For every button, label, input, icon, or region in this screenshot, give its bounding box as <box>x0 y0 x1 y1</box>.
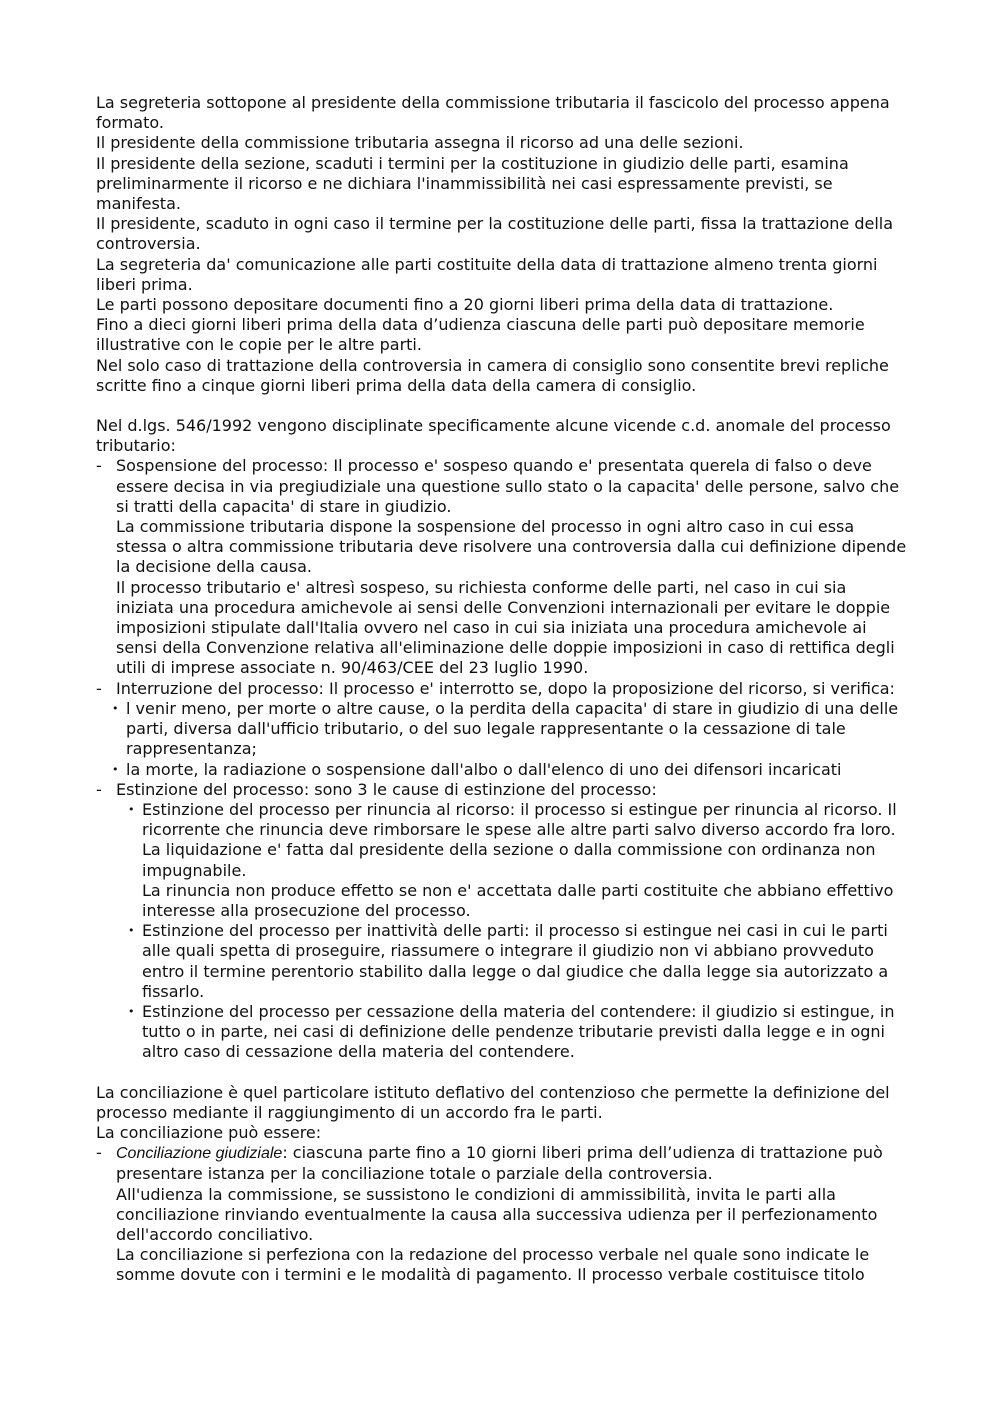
paragraph: Il presidente della sezione, scaduti i termini per la costituzione in giudizio delle parti, esamina preliminarmente il ricorso e ne dichiara l'inammissibilità nei casi espressamente previsti, se manifesta. <box>96 153 849 214</box>
bullet-item <box>96 800 908 921</box>
bullet-item: • Estinzione del processo per inattività delle parti: il processo si estingue nei casi in cui le parti alle quali spetta di proseguire, riassumere o integrare il giudizio non vi abbiano provveduto entro il termine perentorio stabilito dalla legge o dal giudice che dalla legge sia autorizzato a fissarlo. <box>96 921 908 1002</box>
bullet-item: • Estinzione del processo per cessazione della materia del contendere: il giudizio si estingue, in tutto o in parte, nei casi di definizione delle pendenze tributarie previsti dalla legge e in ogni altro caso di cessazione della materia del contendere. <box>96 1002 908 1063</box>
paragraph: La segreteria sottopone al presidente della commissione tributaria il fascicolo del processo appena formato. <box>96 93 890 133</box>
bullet-item: • la morte, la radiazione o sospensione dall'albo o dall'elenco di uno dei difensori incaricati <box>96 760 908 780</box>
paragraph: - Interruzione del processo: Il processo e' interrotto se, dopo la proposizione del ricorso, si verifica: <box>116 678 895 698</box>
paragraph: La conciliazione può essere: <box>96 1122 322 1142</box>
paragraph: La segreteria da' comunicazione alle parti costituite della data di trattazione almeno trenta giorni liberi prima. <box>96 254 878 294</box>
paragraph: Fino a dieci giorni liberi prima della data d’udienza ciascuna delle parti può depositare memorie illustrative con le copie per le altre parti. <box>96 315 865 355</box>
paragraph: La conciliazione è quel particolare istituto deflativo del contenzioso che permette la definizione del processo mediante il raggiungimento di un accordo fra le parti. <box>96 1082 890 1122</box>
paragraph <box>116 1143 908 1184</box>
paragraph: La rinuncia non produce effetto se non e' accettata dalle parti costituite che abbiano effettivo interesse alla prosecuzione del processo. <box>142 880 894 920</box>
list-item-interruzione <box>96 679 908 699</box>
spacer <box>96 396 908 416</box>
paragraph: • Estinzione del processo per rinuncia al ricorso: il processo si estingue per rinuncia al ricorso. Il ricorrente che rinuncia deve rimborsare le spese alle altre parti salvo diverso accordo fra loro. La liquidazione e' fatta dal presidente della sezione o dalla commissione con ordinanza non impugnabile. <box>142 799 897 880</box>
paragraph: Il presidente della commissione tributaria assegna il ricorso ad una delle sezioni. <box>96 133 744 153</box>
list-item-estinzione <box>96 780 908 800</box>
paragraph: Nel d.lgs. 546/1992 vengono disciplinate specificamente alcune vicende c.d. anomale del processo tributario: <box>96 416 891 456</box>
paragraph: - Estinzione del processo: sono 3 le cause di estinzione del processo: <box>116 779 657 799</box>
paragraph: Il processo tributario e' altresì sospeso, su richiesta conforme delle parti, nel caso in cui sia iniziata una procedura amichevole ai sensi delle Convenzioni internazionali per evitare le doppie imposizioni stipulate dall'Italia ovvero nel caso in cui sia iniziata una procedura amichevole ai sensi della Convenzione relativa all'eliminazione delle doppie imposizioni in caso di rettifica degli utili di imprese associate n. 90/463/CEE del 23 luglio 1990. <box>116 577 895 678</box>
paragraph: Le parti possono depositare documenti fino a 20 giorni liberi prima della data di trattazione. <box>96 295 834 315</box>
spacer <box>96 1063 908 1083</box>
term-italic: Conciliazione giudiziale <box>116 1145 283 1163</box>
paragraph: - Sospensione del processo: Il processo e' sospeso quando e' presentata querela di falso o deve essere decisa in via pregiudiziale una questione sullo stato o la capacita' delle persone, salvo che si tratti della capacita' di stare in giudizio. <box>116 456 900 516</box>
paragraph: All'udienza la commissione, se sussistono le condizioni di ammissibilità, invita le parti alla conciliazione rinviando eventualmente la causa alla successiva udienza per il perfezionamento dell'accordo conciliativo. <box>116 1184 878 1244</box>
bullet-item: • l venir meno, per morte o altre cause, o la perdita della capacita' di stare in giudizio di una delle parti, diversa dall'ufficio tributario, o del suo legale rappresentante o la cessazione di tale rappresentanza; <box>96 699 908 760</box>
document-body <box>96 93 908 1286</box>
paragraph: Nel solo caso di trattazione della controversia in camera di consiglio sono consentite brevi repliche scritte fino a cinque giorni liberi prima della data della camera di consiglio. <box>96 355 889 395</box>
list-item-conciliazione-giudiziale <box>96 1143 908 1285</box>
paragraph: Il presidente, scaduto in ogni caso il termine per la costituzione delle parti, fissa la trattazione della controversia. <box>96 214 894 254</box>
paragraph: La conciliazione si perfeziona con la redazione del processo verbale nel quale sono indicate le somme dovute con i termini e le modalità di pagamento. Il processo verbale costituisce titolo <box>116 1245 870 1285</box>
paragraph: La commissione tributaria dispone la sospensione del processo in ogni altro caso in cui essa stessa o altra commissione tributaria deve risolvere una controversia dalla cui definizione dipende la decisione della causa. <box>116 517 907 577</box>
list-item-sospensione <box>96 456 908 678</box>
text-span: : ciascuna parte fino a 10 giorni liberi prima dell’udienza di trattazione può presentare istanza per la conciliazione totale o parziale della controversia. <box>116 1143 883 1184</box>
